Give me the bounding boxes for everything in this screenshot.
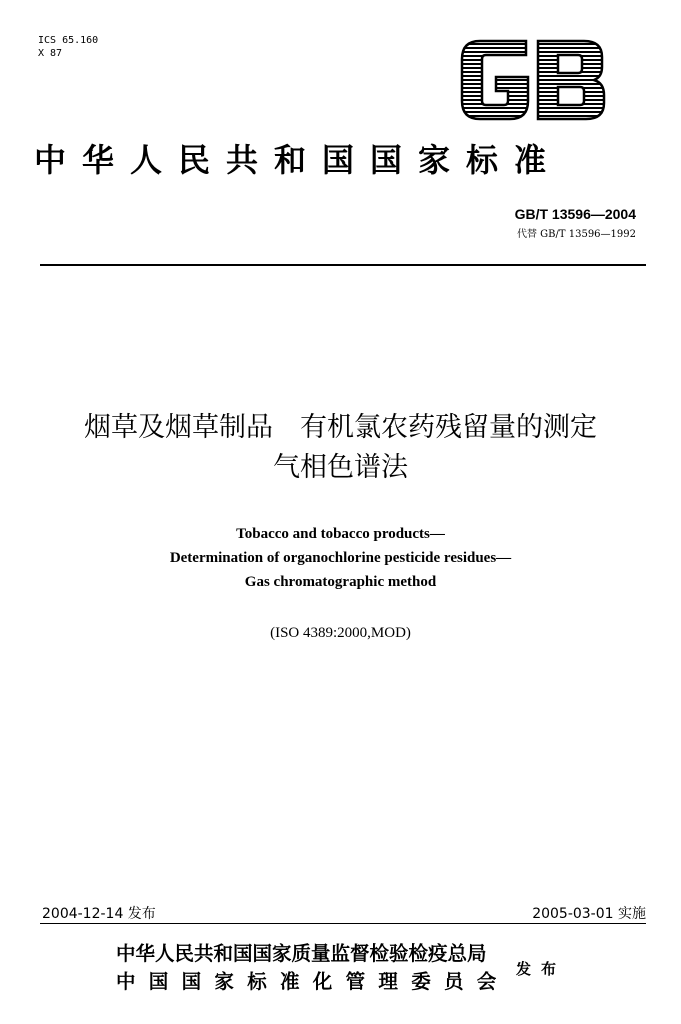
replaces-standard: 代替 GB/T 13596—1992 — [517, 229, 636, 240]
footer-divider — [40, 923, 646, 924]
chinese-title — [0, 408, 681, 488]
issue-date: 2004-12-14 发布 — [42, 906, 156, 922]
ics-code: ICS 65.160 — [38, 35, 99, 46]
classification-codes — [38, 34, 98, 60]
standard-number: GB/T 13596—2004 — [514, 206, 636, 222]
issuing-authority-1: 中华人民共和国国家质量监督检验检疫总局 — [116, 942, 487, 965]
publish-label: 发布 — [516, 960, 567, 978]
chinese-title-line-1: 烟草及烟草制品 有机氯农药残留量的测定 — [84, 412, 597, 443]
english-title-line-2: Determination of organochlorine pesticide residues— — [169, 550, 512, 566]
chinese-title-line-2: 气相色谱法 — [273, 452, 408, 483]
ccs-code: X 87 — [38, 48, 63, 59]
implementation-date: 2005-03-01 实施 — [532, 906, 646, 922]
english-title — [0, 522, 681, 594]
issuing-authority-2: 中国国家标准化管理委员会 — [116, 970, 510, 993]
national-standard-title: 中华人民共和国国家标准 — [34, 141, 563, 179]
gb-logo — [458, 39, 608, 121]
english-title-line-1: Tobacco and tobacco products— — [236, 526, 445, 542]
english-title-line-3: Gas chromatographic method — [244, 574, 437, 590]
header-divider — [40, 264, 646, 266]
iso-reference: (ISO 4389:2000,MOD) — [270, 625, 411, 641]
